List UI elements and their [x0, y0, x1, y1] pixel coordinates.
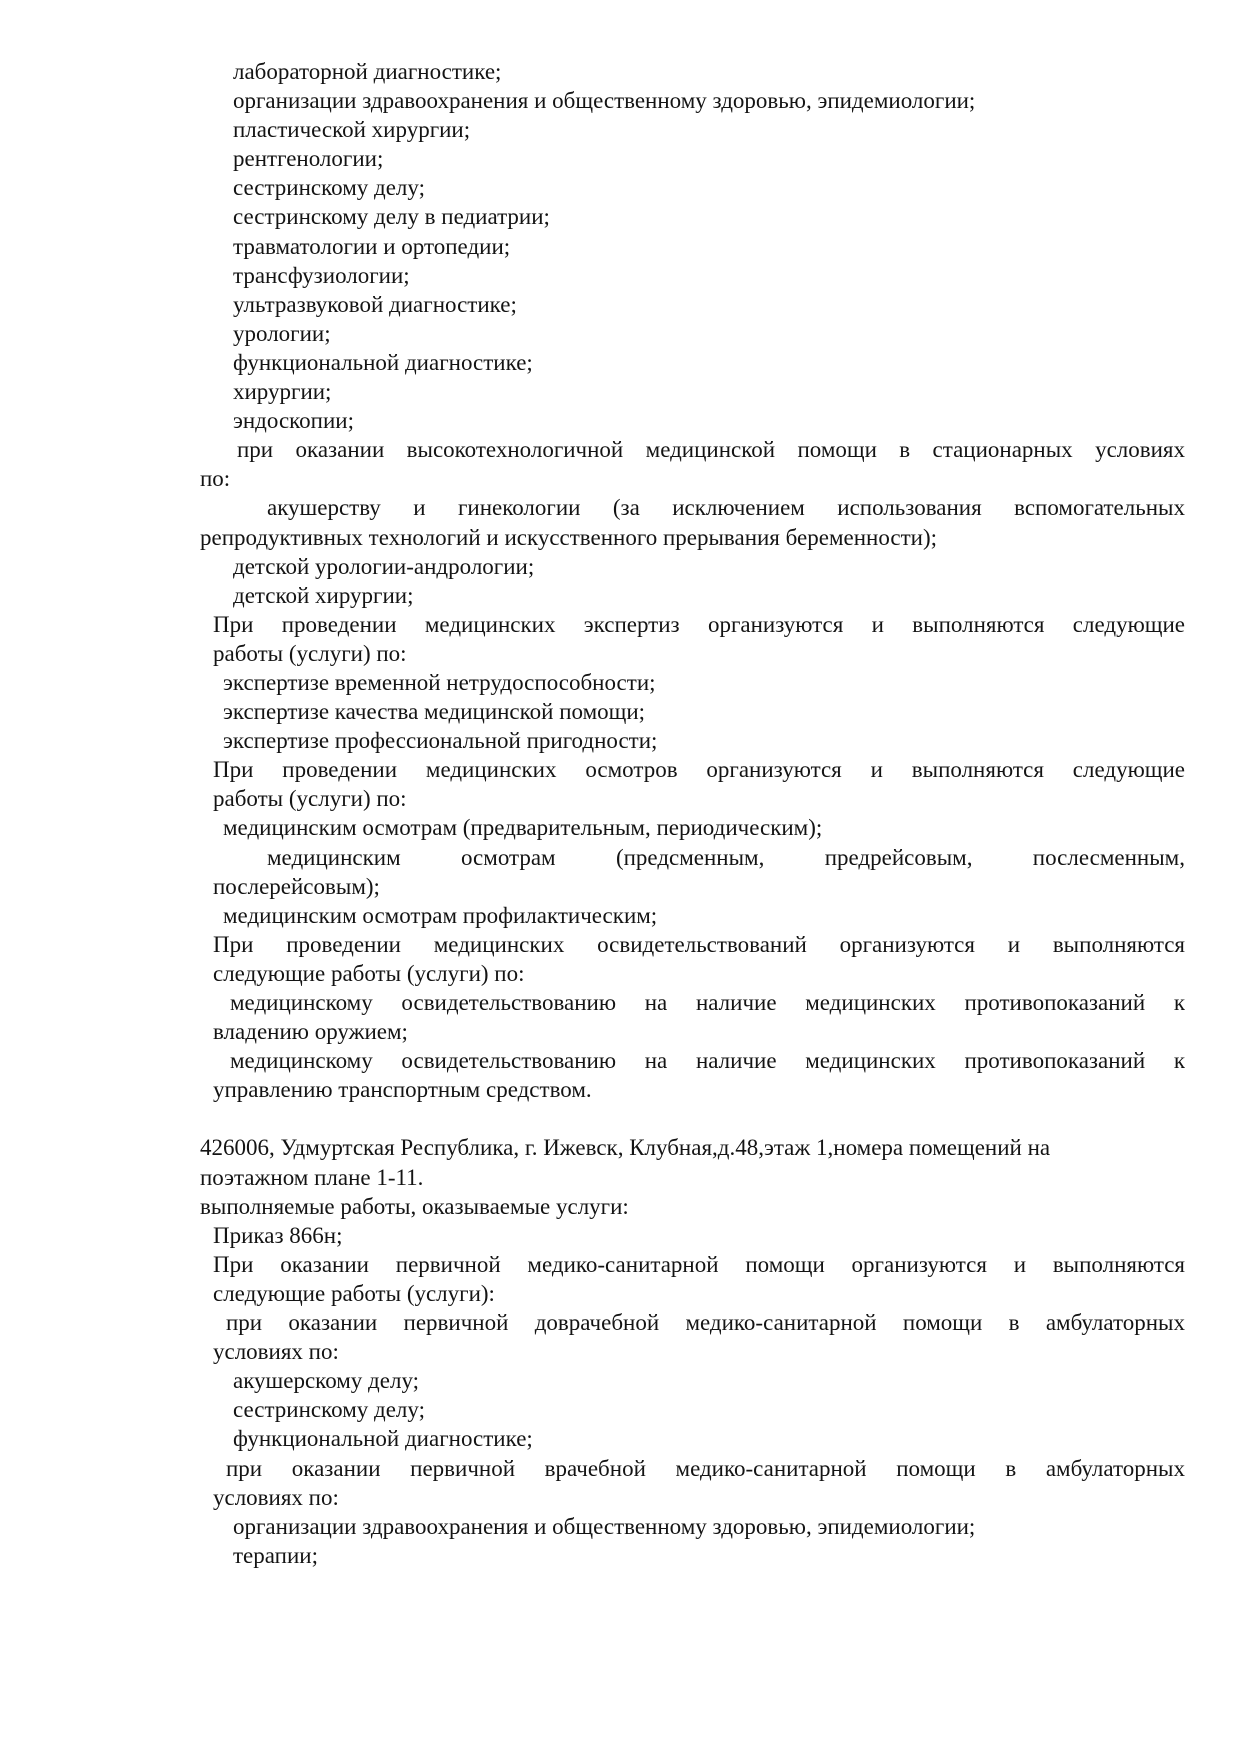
text-line: При проведении медицинских экспертиз организуются и выполняются следующие: [213, 611, 1185, 637]
text-line: акушерскому делу;: [233, 1368, 420, 1394]
text-line: эндоскопии;: [233, 408, 354, 434]
text-line: репродуктивных технологий и искусственного прерывания беременности);: [200, 524, 938, 550]
text-line: детской урологии-андрологии;: [233, 553, 535, 579]
text-line: Приказ 866н;: [213, 1222, 343, 1248]
text-line: медицинским осмотрам (предсменным, предрейсовым, послесменным,: [267, 844, 1185, 870]
text-line: лабораторной диагностике;: [233, 59, 502, 84]
text-line: сестринскому делу в педиатрии;: [233, 204, 550, 230]
text-line: выполняемые работы, оказываемые услуги:: [200, 1193, 629, 1219]
text-line: урологии;: [233, 320, 331, 346]
text-line: послерейсовым);: [213, 873, 380, 899]
text-line: экспертизе профессиональной пригодности;: [223, 728, 658, 754]
text-line: организации здравоохранения и общественному здоровью, эпидемиологии;: [233, 1513, 976, 1539]
blank-line: [200, 1104, 1185, 1133]
text-line: При проведении медицинских осмотров организуются и выполняются следующие: [213, 757, 1185, 783]
text-line: медицинским осмотрам (предварительным, периодическим);: [223, 815, 823, 841]
text-line: хирургии;: [233, 379, 332, 405]
text-line: медицинским осмотрам профилактическим;: [223, 902, 658, 928]
text-line: акушерству и гинекологии (за исключением использования вспомогательных: [267, 495, 1185, 521]
text-line: работы (услуги) по:: [213, 786, 407, 812]
text-line: медицинскому освидетельствованию на наличие медицинских противопоказаний к: [230, 990, 1185, 1015]
text-line: экспертизе качества медицинской помощи;: [223, 699, 646, 725]
text-line: сестринскому делу;: [233, 175, 425, 201]
text-line: владению оружием;: [213, 1019, 408, 1045]
page-content: [200, 57, 1185, 1570]
text-line: условиях по:: [213, 1484, 339, 1510]
text-line: ультразвуковой диагностике;: [233, 291, 517, 317]
text-line: поэтажном плане 1-11.: [200, 1164, 424, 1190]
text-line: рентгенологии;: [233, 146, 384, 172]
text-line: трансфузиологии;: [233, 262, 410, 288]
text-line: терапии;: [233, 1542, 318, 1568]
text-line: сестринскому делу;: [233, 1397, 425, 1423]
text-line: по:: [200, 466, 231, 492]
text-line: пластической хирургии;: [233, 117, 471, 143]
text-line: медицинскому освидетельствованию на наличие медицинских противопоказаний к: [230, 1048, 1185, 1074]
text-line: 426006, Удмуртская Республика, г. Ижевск, Клубная,д.48,этаж 1,номера помещений на: [200, 1135, 1051, 1161]
text-line: функциональной диагностике;: [233, 349, 533, 375]
text-line: при оказании высокотехнологичной медицинской помощи в стационарных условиях: [237, 437, 1185, 463]
text-line: при оказании первичной доврачебной медико-санитарной помощи в амбулаторных: [226, 1310, 1185, 1336]
text-line: экспертизе временной нетрудоспособности;: [223, 669, 656, 695]
text-line: функциональной диагностике;: [233, 1426, 533, 1452]
text-line: условиях по:: [213, 1339, 339, 1365]
text-line: следующие работы (услуги) по:: [213, 960, 525, 986]
text-line: При оказании первичной медико-санитарной помощи организуются и выполняются: [213, 1251, 1185, 1277]
text-line: следующие работы (услуги):: [213, 1280, 495, 1306]
text-line: управлению транспортным средством.: [213, 1077, 592, 1103]
text-line: детской хирургии;: [233, 582, 414, 608]
text-line: При проведении медицинских освидетельствований организуются и выполняются: [213, 931, 1185, 957]
text-line: работы (услуги) по:: [213, 640, 407, 666]
text-line: травматологии и ортопедии;: [233, 233, 511, 259]
text-line: организации здравоохранения и общественному здоровью, эпидемиологии;: [233, 88, 976, 114]
text-line: при оказании первичной врачебной медико-санитарной помощи в амбулаторных: [226, 1455, 1185, 1481]
